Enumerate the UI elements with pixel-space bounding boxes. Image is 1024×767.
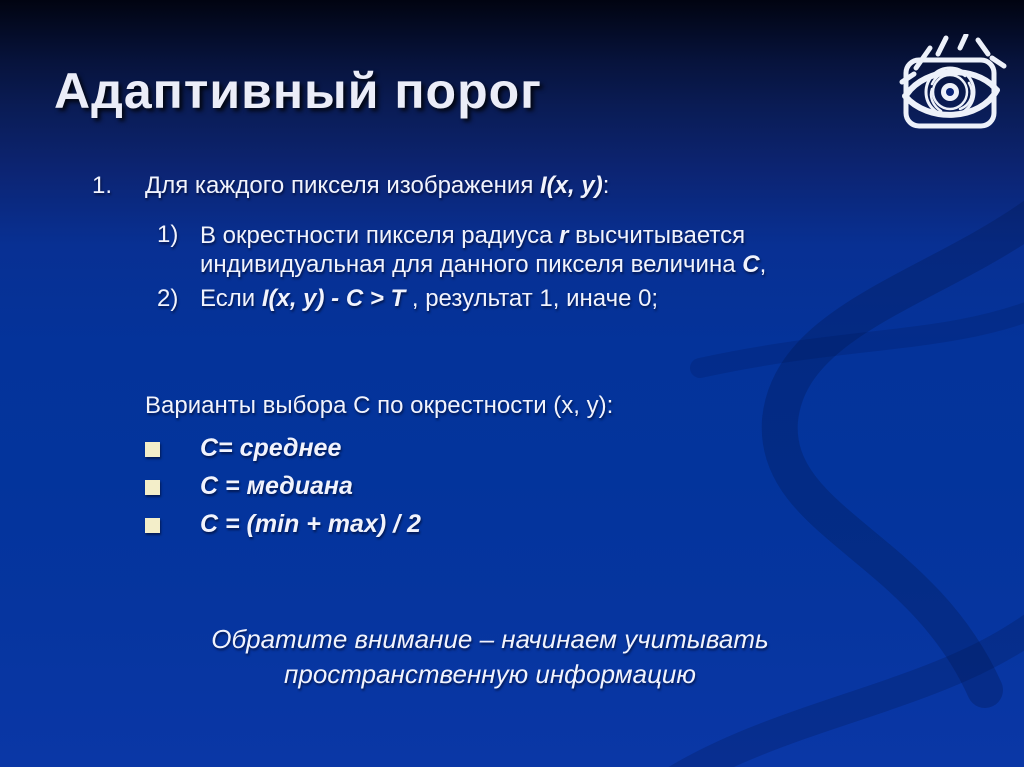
sub-item-1-text: В окрестности пикселя радиуса r высчитывается индивидуальная для данного пикселя величина C,	[200, 222, 767, 278]
sub-item-1-number: 1)	[157, 221, 179, 248]
page-title: Адаптивный порог	[54, 63, 542, 119]
list-item	[145, 510, 421, 539]
list-item	[145, 472, 353, 501]
square-bullet-icon	[145, 518, 160, 533]
bullet-label: С= среднее	[200, 434, 342, 462]
list-item-1-text: Для каждого пикселя изображения I(x, y):	[145, 172, 610, 199]
bullet-label: С = медиана	[200, 472, 353, 500]
attention-note	[110, 622, 870, 692]
attention-note-line-1: Обратите внимание – начинаем учитывать	[211, 624, 769, 654]
sub-item-2-number: 2)	[157, 285, 179, 312]
list-item-1-number: 1.	[92, 172, 113, 199]
bullet-label: С = (min + max) / 2	[200, 510, 421, 538]
attention-note-line-2: пространственную информацию	[284, 659, 696, 689]
eye-icon	[892, 34, 1008, 140]
square-bullet-icon	[145, 442, 160, 457]
list-item	[145, 434, 341, 463]
square-bullet-icon	[145, 480, 160, 495]
sub-item-2-text: Если I(x, y) - C > T , результат 1, иначе 0;	[200, 285, 659, 312]
variants-header: Варианты выбора С по окрестности (x, y):	[145, 392, 614, 419]
